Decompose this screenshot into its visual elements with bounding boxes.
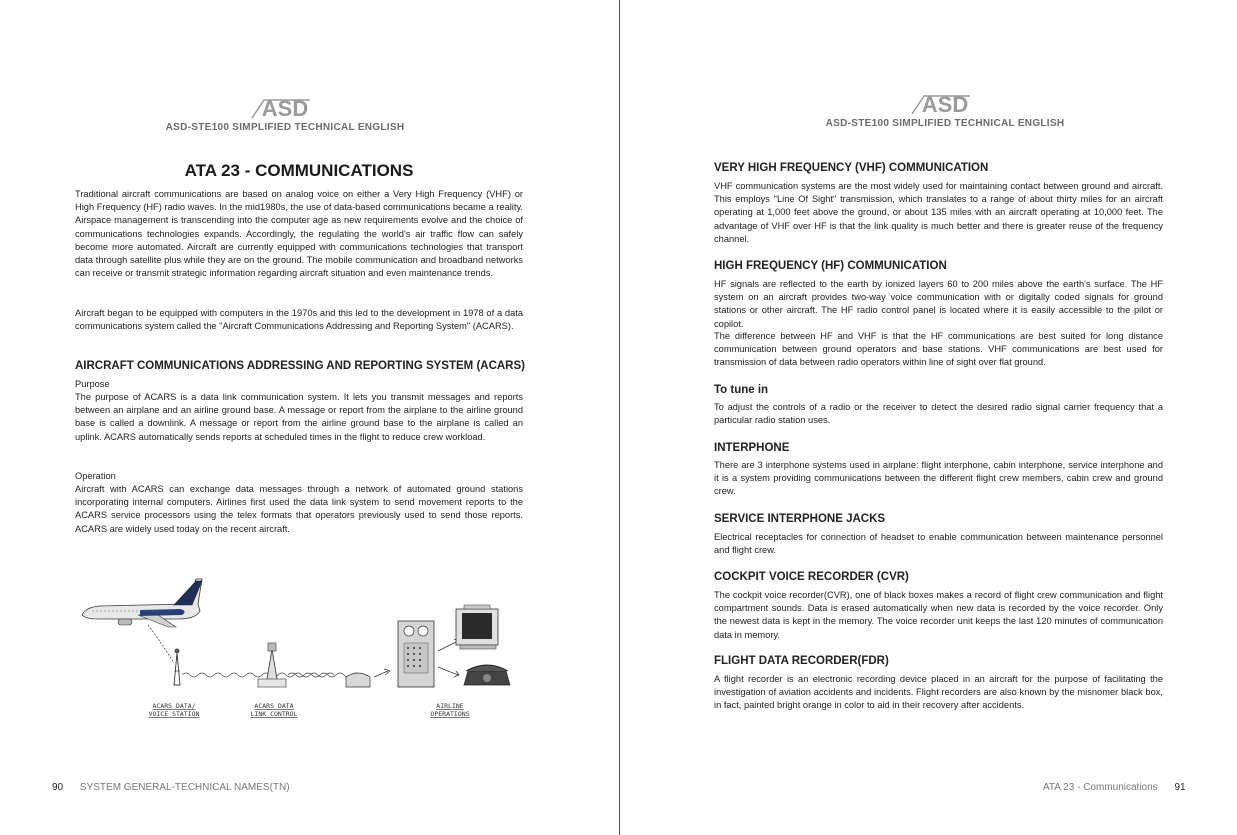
purpose-text: The purpose of ACARS is a data link communication system. It lets you transmit messages and reports between an airplane and an airline ground base. A message or report from the airplane to the airline ground base is called a downlink. A message or report from the airline ground base to the airplane is called an uplink. ACARS automatically sends reports at scheduled times in the flight to reduce crew workload. xyxy=(75,392,523,442)
caption-link-control-l2: LINK CONTROL xyxy=(250,710,298,718)
vhf-heading: VERY HIGH FREQUENCY (VHF) COMMUNICATION xyxy=(714,162,989,174)
header-subtitle: ASD-STE100 SIMPLIFIED TECHNICAL ENGLISH xyxy=(825,118,1065,129)
cvr-heading: COCKPIT VOICE RECORDER (CVR) xyxy=(714,571,909,583)
acars-diagram xyxy=(78,575,518,725)
caption-link-control-l1: ACARS DATA xyxy=(254,702,294,710)
footer-left xyxy=(52,782,290,793)
header-subtitle: ASD-STE100 SIMPLIFIED TECHNICAL ENGLISH xyxy=(165,122,405,133)
telephone-icon xyxy=(464,665,510,685)
hf-text: HF signals are reflected to the earth by ionized layers 60 to 200 miles above the earth's surface. The HF system on an aircraft provides two-way voice communication with or digitally coded signals for ground stations or other aircraft. The HF radio control panel is located where it is easily accessible to the pilot or copilot. xyxy=(714,279,1163,329)
purpose-label: Purpose xyxy=(75,379,110,389)
service-jacks-text: Electrical receptacles for connection of headset to enable communication between maintenance personnel and flight crew. xyxy=(714,532,1163,556)
footer-left-text: SYSTEM GENERAL-TECHNICAL NAMES(TN) xyxy=(79,782,290,793)
computer-terminal-icon xyxy=(456,605,498,649)
service-jacks-heading: SERVICE INTERPHONE JACKS xyxy=(714,513,886,525)
svg-text:ASD: ASD xyxy=(261,96,309,120)
caption-airline-ops-l2: OPERATIONS xyxy=(430,710,470,718)
intro-paragraph-2: Aircraft began to be equipped with computers in the 1970s and this led to the development in 1978 of a data communications system called the "Aircraft Communications Addressing and Reporting System" (ACARS). xyxy=(75,308,523,332)
asd-logo-icon xyxy=(910,90,980,116)
vhf-text: VHF communication systems are the most widely used for maintaining contact between ground and aircraft. This employs "Line Of Sight" transmission, which translates to a range of about thirty miles for an aircraft operating at 1,000 feet above the ground, or about 135 miles with an aircraft operating at 10,000 feet. The advantage of VHF over HF is that the link quality is much better and there is greater reuse of the frequency channel. xyxy=(714,181,1163,244)
fdr-text: A flight recorder is an electronic recording device placed in an aircraft for the purpose of facilitating the investigation of aviation accidents and incidents. Flight recorders are also known by the misnomer black box, in fact, painted bright orange in color to aid in their recovery after accidents. xyxy=(714,674,1163,711)
link-control-tower-icon xyxy=(258,643,286,687)
operation-text: Aircraft with ACARS can exchange data messages through a network of automated ground stations incorporating internal computers. Airlines first used the data link system to send movement reports to the ACARS service processors using the telex formats that operators previously used to send those reports. ACARS are widely used today on the recent aircraft. xyxy=(75,484,523,534)
operation-label: Operation xyxy=(75,471,116,481)
page-title: ATA 23 - COMMUNICATIONS xyxy=(184,161,414,180)
fdr-heading: FLIGHT DATA RECORDER(FDR) xyxy=(714,655,889,667)
caption-airline-ops-l1: AIRLINE xyxy=(436,702,464,710)
interphone-heading: INTERPHONE xyxy=(714,442,790,454)
asd-logo-left xyxy=(160,94,410,133)
interphone-text: There are 3 interphone systems used in airplane: flight interphone, cabin interphone, service interphone and it is a system providing communications between the different flight crew members, cabin crew and ground crew. xyxy=(714,460,1163,497)
hangar-icon xyxy=(346,673,370,687)
footer-right-text: ATA 23 - Communications xyxy=(1043,782,1158,793)
airplane-icon xyxy=(82,579,202,627)
acars-heading: AIRCRAFT COMMUNICATIONS ADDRESSING AND REPORTING SYSTEM (ACARS) xyxy=(75,360,525,372)
tune-in-text: To adjust the controls of a radio or the receiver to detect the desired radio signal carrier frequency that a particular radio station uses. xyxy=(714,402,1163,426)
processor-cabinet-icon xyxy=(398,621,434,687)
page-number-right: 91 xyxy=(1174,782,1186,793)
voice-station-tower-icon xyxy=(174,649,180,686)
caption-voice-station-l2: VOICE STATION xyxy=(148,710,200,718)
intro-paragraph-1: Traditional aircraft communications are based on analog voice on either a Very High Frequency (VHF) or High Frequency (HF) radio waves. In the mid1980s, the use of data-based communications became a reality. Airspace management is transcending into the computer age as new requirements evolve and the choice of communications technologies expands. Accordingly, the regulating the world's air traffic flow can safely become more automated. Aircraft are currently equipped with communications technologies that transport data through satellite plus while they are on the ground. The mobile communication and broadband networks can receive or transmit strategic information regarding aircraft situation and even maintenance trends. xyxy=(75,189,523,279)
caption-voice-station-l1: ACARS DATA/ xyxy=(152,702,196,710)
right-page xyxy=(620,0,1237,835)
asd-logo-icon xyxy=(250,94,320,120)
cvr-text: The cockpit voice recorder(CVR), one of black boxes makes a record of flight crew communication and flight compartment sounds. Data is erased automatically when new data is recorded by the voice recorder. Only the newest data is kept in the memory. The voice recorder unit keeps the last 120 minutes of communication data in memory. xyxy=(714,590,1163,640)
page-number-left: 90 xyxy=(52,782,64,793)
hf-text-2: The difference between HF and VHF is that the HF communications are best suited for long distance communication between ground operators and base stations. VHF communications are best used for transmission of data between radio operators within line of sight over flat ground. xyxy=(714,331,1163,368)
asd-logo-right xyxy=(820,90,1070,129)
tune-in-heading: To tune in xyxy=(714,384,769,396)
footer-right xyxy=(1043,782,1186,793)
hf-heading: HIGH FREQUENCY (HF) COMMUNICATION xyxy=(714,260,947,272)
svg-text:ASD: ASD xyxy=(921,92,969,116)
